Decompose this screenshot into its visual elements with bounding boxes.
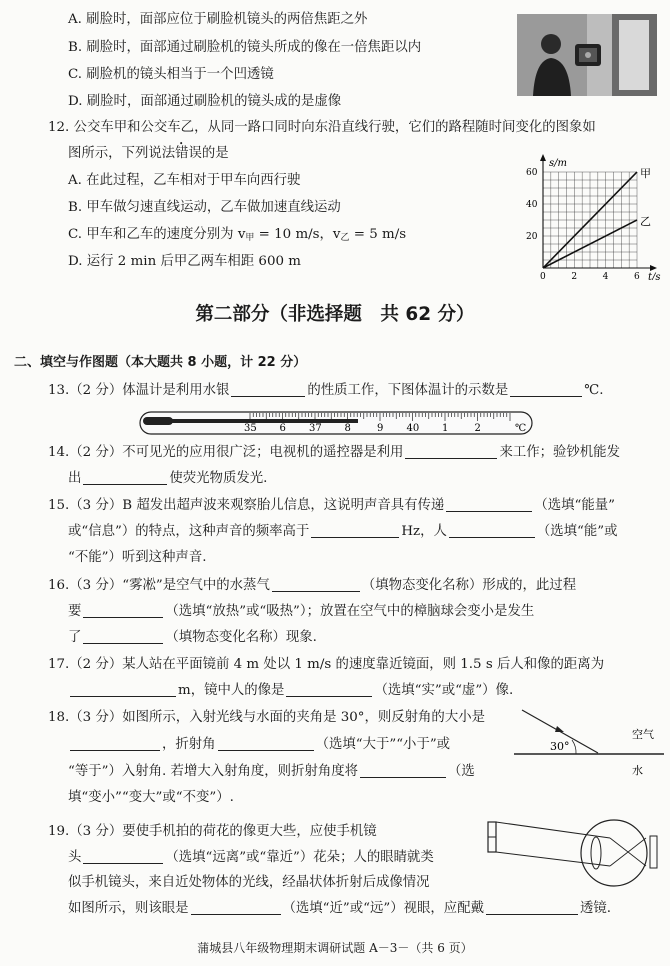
- scale-label: 6: [279, 423, 286, 434]
- air-label: 空气: [632, 728, 654, 741]
- y-axis-label: s/m: [549, 158, 567, 169]
- scale-label: 2: [474, 423, 481, 434]
- scale-label: 9: [377, 423, 384, 434]
- q17-line2: m，镜中人的像是 （选填“实”或“虚”）像.: [68, 682, 513, 700]
- q15-line3: “不能”）听到这种声音.: [68, 550, 207, 565]
- x-tick-label: 6: [634, 272, 640, 280]
- page-footer: 蒲城县八年级物理期末调研试题 A－3－（共 6 页）: [197, 941, 473, 955]
- scale-label: 37: [309, 423, 322, 434]
- q12-stem-line2: 图所示，下列说法错误的是: [68, 146, 229, 161]
- q12-emphasis-wrong: 错误: [175, 146, 202, 161]
- scale-label: 8: [344, 423, 351, 434]
- q15-line2: 或“信息”）的特点，这种声音的频率高于 Hz，人 （选填“能”或: [68, 524, 618, 539]
- series-label: 甲: [640, 167, 651, 180]
- thermometer: [138, 409, 536, 439]
- q12-option-a: A. 在此过程，乙车相对于甲车向西行驶: [68, 173, 301, 188]
- y-tick-label: 20: [526, 232, 538, 242]
- y-tick-label: 40: [526, 200, 538, 210]
- x-axis-arrow: [650, 265, 657, 271]
- scale-label: 35: [244, 423, 257, 434]
- q12-option-d: D. 运行 2 min 后甲乙两车相距 600 m: [68, 254, 301, 269]
- q16-line3: 了 （填物态变化名称）现象.: [68, 630, 317, 645]
- q11-option-c: C. 刷脸机的镜头相当于一个凹透镜: [68, 67, 274, 82]
- q12-option-b: B. 甲车做匀速直线运动，乙车做加速直线运动: [68, 200, 341, 215]
- q17-line1: 17.（2 分）某人站在平面镜前 4 m 处以 1 m/s 的速度靠近镜面，则 1.5 s 后人和像的距离为: [48, 657, 605, 672]
- q19-line3: 似手机镜头，来自近处物体的光线，经晶状体折射后成像情况: [68, 875, 430, 890]
- q19-line4: 如图所示，则该眼是 （选填“近”或“远”）视眼，应配戴 透镜.: [68, 901, 612, 916]
- q14-line1: 14.（2 分）不可见光的应用很广泛；电视机的遥控器是利用 来工作；验钞机能发: [48, 445, 620, 460]
- q11-option-b: B. 刷脸时，面部通过刷脸机的镜头所成的像在一倍焦距以内: [68, 40, 422, 55]
- y-axis-arrow: [540, 154, 546, 161]
- water-label: 水: [632, 764, 643, 777]
- series-label: 乙: [640, 215, 651, 228]
- refraction-diagram: [514, 704, 664, 778]
- q18-line2: ，折射角 （选填“大于”“小于”或: [68, 736, 450, 754]
- q16-line1: 16.（3 分）“雾凇”是空气中的水蒸气 （填物态变化名称）形成的，此过程: [48, 578, 577, 593]
- q16-line2: 要 （选填“放热”或“吸热”）；放置在空气中的樟脑球会变小是发生: [68, 604, 535, 619]
- y-tick-label: 60: [526, 168, 538, 178]
- x-tick-label: 2: [571, 272, 578, 280]
- q13-line1: 13.（2 分）体温计是利用水银 的性质工作，下图体温计的示数是 ℃.: [48, 383, 604, 398]
- x-tick-label: 0: [540, 272, 546, 280]
- part2-heading: 二、填空与作图题（本大题共 8 小题，计 22 分）: [14, 355, 307, 370]
- q18-line4: 填“变小”“变大”或“不变”）.: [68, 790, 234, 805]
- q18-line1: 18.（3 分）如图所示，入射光线与水面的夹角是 30°，则反射角的大小是: [48, 710, 485, 725]
- angle-label: 30°: [550, 740, 570, 753]
- mercury-column: [168, 419, 358, 423]
- q15-line1: 15.（3 分）B 超发出超声波来观察胎儿信息，这说明声音具有传递 （选填“能量”: [48, 498, 615, 513]
- face-scan-photo: [517, 14, 657, 96]
- scale-label: 1: [442, 423, 449, 434]
- st-graph: [522, 140, 664, 280]
- q19-line1: 19.（3 分）要使手机拍的荷花的像更大些，应使手机镜: [48, 824, 377, 839]
- q12-option-c: C. 甲车和乙车的速度分别为 $v_甲 = 10$ m/s，$v_乙 = 5$ m/s: [68, 227, 407, 243]
- eye-diagram: [486, 816, 664, 890]
- q12-stem-line1: 12. 公交车甲和公交车乙，从同一路口同时向东沿直线行驶，它们的路程随时间变化的图象如: [48, 120, 596, 135]
- scale-unit: ℃: [515, 423, 527, 434]
- scale-label: 40: [406, 423, 420, 434]
- q19-line2: 头 （选填“远离”或“靠近”）花朵；人的眼睛就类: [68, 850, 434, 865]
- x-tick-label: 4: [602, 272, 609, 280]
- q11-option-a: A. 刷脸时，面部应位于刷脸机镜头的两倍焦距之外: [68, 12, 368, 27]
- q11-option-d: D. 刷脸时，面部通过刷脸机的镜头成的是虚像: [68, 94, 342, 109]
- q14-line2: 出 使荧光物质发光.: [68, 471, 268, 486]
- part2-title: 第二部分（非选择题 共 62 分）: [195, 304, 475, 325]
- x-axis-label: t/s: [648, 272, 661, 280]
- q18-line3: “等于”）入射角. 若增大入射角度，则折射角度将 （选: [68, 764, 475, 779]
